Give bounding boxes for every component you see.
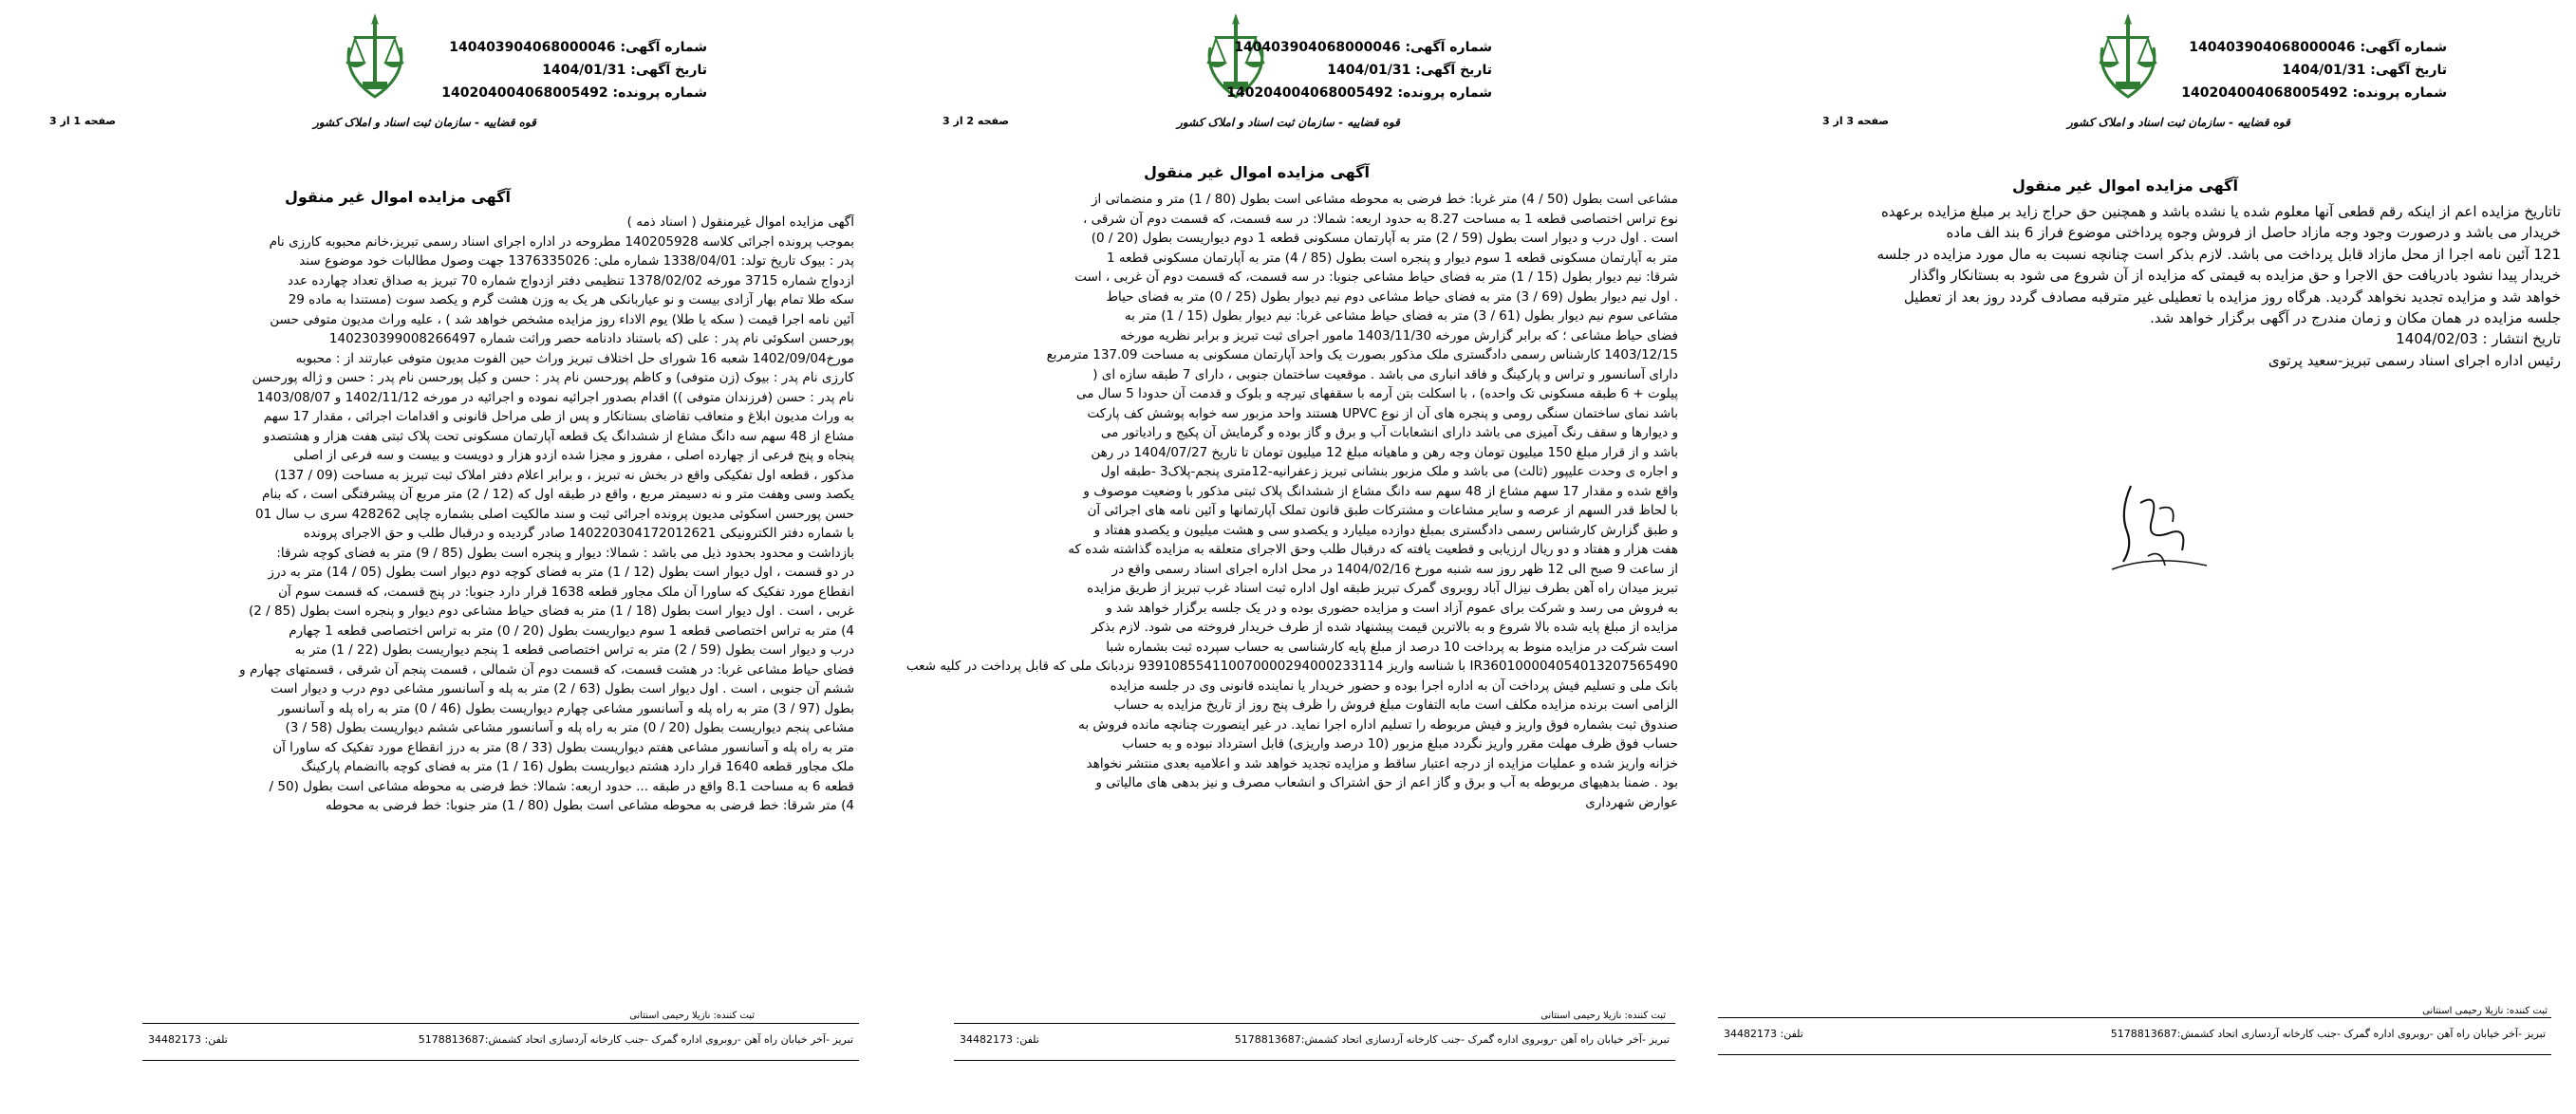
file-number: 140204004068005492 <box>2181 85 2348 101</box>
body-line: IR360100004054013207565490 با شناسه واریز 939108554110070000294000233114 نزدبانک ملی که قابل پرداخت در کلیه شعب <box>905 659 1678 674</box>
body-line: 121 آئین نامه اجرا از محل مازاد قابل پرداخت می باشد. لازم بذکر است چنانچه نسبت به مال مورد مزایده در جلسه <box>1876 245 2561 263</box>
body-line: 1403/12/15 کارشناس رسمی دادگستری ملک مذکور بصورت یک واحد آپارتمان مسکونی به مساحت 137.09 مترمربع <box>1046 347 1678 362</box>
publication-date: تاریخ انتشار : 1404/02/03 <box>2396 330 2561 348</box>
body-line: بود . ضمنا بدهیهای مربوطه به آب و برق و گاز اعم از حق اشتراک و انشعاب مصرف و نیز بدهی های مالیاتی و <box>1095 775 1678 790</box>
body-line: مشاعی است بطول (50 / 4) متر غربا: خط فرضی به محوطه مشاعی است بطول (80 / 1) متر و منضماتی از <box>1092 192 1678 207</box>
body-line: خریدار می باشد و درصورت وجود وجه مازاد حاصل از فروش وجوه پرداختی موضوع فراز 6 بند الف ماده <box>1946 224 2561 242</box>
body-line: خزانه واریز شده و عملیات مزایده از درجه اعتبار ساقط و مزایده تجدید خواهد شد و اعلامیه بعدی منتشر نخواهد <box>1086 755 1678 771</box>
footer-phone: تلفن: 34482173 <box>148 1033 228 1046</box>
body-text <box>867 190 1678 812</box>
registrar-name: ثبت کننده: نازیلا رحیمی اسنتانی <box>1540 1011 1666 1021</box>
body-line: شرقا: نیم دیوار بطول (15 / 1) متر به فضای حیاط مشاعی جنوبا: در سه قسمت، که قسمت دوم آن غربی ، است <box>1074 269 1678 285</box>
ad-meta-block <box>2181 36 2447 104</box>
body-line: است . اول درب و دیوار است بطول (59 / 2) متر به آپارتمان مسکونی قطعه 1 دوم دیواریست بطول (20 / 0) <box>1091 231 1678 246</box>
body-line: بانک ملی و تسلیم فیش پرداخت آن به اداره اجرا بوده و حضور خریدار یا نماینده قانونی وی در جلسه مزایده <box>1110 678 1678 694</box>
body-line: پیلوت + 6 طبقه مسکونی تک واحده) ، با اسکلت بتن آرمه با سقفهای تیرچه و بلوک و قدمت آن حدودا 5 سال می <box>1075 386 1678 401</box>
ad-number-label: شماره آگهی: <box>620 40 707 55</box>
registrar-name: ثبت کننده: نازیلا رحیمی اسنتانی <box>2422 1006 2548 1016</box>
registrar-name: ثبت کننده: نازیلا رحیمی اسنتانی <box>629 1011 755 1021</box>
page-number: صفحه 3 از 3 <box>1822 115 1890 127</box>
body-line: . اول نیم دیوار بطول (69 / 3) متر به فضای حیاط مشاعی دوم نیم دیوار بطول (25 / 0) متر به فضای حیاط <box>1106 288 1678 305</box>
footer-address: تبریز -آخر خیابان راه آهن -روبروی اداره گمرک -جنب کارخانه آردسازی اتحاد کشمش:5178813687 <box>2110 1028 2546 1040</box>
body-line: پنجاه و پنج فرعی از چهارده اصلی ، مفروز و مجزا شده ازدو هزار و دویست و بیست و سه فرعی از اصلی <box>293 448 854 463</box>
ad-date-label: تاریخ آگهی: <box>1415 63 1492 78</box>
ad-date: 1404/01/31 <box>1327 63 1411 78</box>
ad-number: 140403904068000046 <box>1234 40 1401 55</box>
body-line: باشد نمای ساختمان سنگی رومی و پنجره های آن از نوع UPVC هستند واحد مزبور سه خوابه پوشش کف پارکت <box>1087 405 1678 421</box>
page-number: صفحه 1 از 3 <box>49 115 117 127</box>
body-line: ملک مجاور قطعه 1640 قرار دارد هشتم دیواریست بطول (16 / 1) متر به فضای کوچه باانضمام پارکینگ <box>301 759 854 774</box>
page-footer <box>1718 1017 2551 1055</box>
body-line: عوارض شهرداری <box>1585 794 1678 810</box>
body-line: مشاعی پنجم دیواریست بطول (20 / 0) متر به راه پله و آسانسور مشاعی ششم دیواریست بطول (58 / 3) <box>285 720 854 735</box>
body-line: نوع تراس اختصاصی قطعه 1 به مساحت 8.27 به حدود اربعه: شمالا: در سه قسمت، که قسمت دوم آن شرقی ، <box>1082 211 1678 227</box>
body-line: و دیوارها و سقف رنگ آمیزی می باشد دارای انشعابات آب و برق و گاز بوده و گرمایش آن پکیج و رادیاتور می <box>1100 425 1678 440</box>
document-page-1 <box>0 0 859 1114</box>
body-line: به وراث مدیون ابلاغ و متعاقب تقاضای بستانکار و پس از طی مراحل قانونی و اقدامات اجرائی ، مقدار 17 سهم <box>263 409 854 424</box>
handwritten-signature <box>2102 474 2216 583</box>
body-line: جلسه مزایده در همان مکان و زمان مندرج در آگهی برگزار خواهد شد. <box>2150 309 2561 327</box>
page-heading: آگهی مزایده اموال غیر منقول <box>2012 176 2238 195</box>
page-footer <box>954 1023 1675 1061</box>
file-number: 140204004068005492 <box>441 85 608 101</box>
body-line: هفت هزار و هفتاد و دو ریال ارزیابی و قطعیت یافته که درقبال طلب وحق الاجرای متعلقه به مزایده گذاشته شده که <box>1068 542 1678 557</box>
body-line: سکه طلا تمام بهار آزادی بیست و نو عیاربانکی هر یک به وزن هشت گرم و یکصد سوت (مستندا به ماده 29 <box>288 292 854 307</box>
judiciary-emblem-icon <box>2095 9 2161 108</box>
body-line: حسن پورحسن اسکوئی مدیون پرونده اجرائی ثبت و سند مالکیت اصلی بشماره چاپی 428262 سری ب سال 01 <box>255 506 854 522</box>
body-line: پدر : بیوک تاریخ تولد: 1338/04/01 شماره ملی: 1376335026 جهت وصول مطالبات خود موضوع سند <box>299 253 854 269</box>
ad-number-label: شماره آگهی: <box>2360 40 2447 55</box>
body-line: کارزی نام پدر : بیوک (زن متوفی) و کاظم پورحسن نام پدر : حسن و کیل پورحسن نام پدر : حسن و ژاله پورحسن <box>252 370 854 385</box>
organization-name: قوه قضاییه - سازمان ثبت اسناد و املاک کشور <box>2067 116 2290 129</box>
body-line: متر به آپارتمان مسکونی قطعه 1 سوم دیوار و پنجره است بطول (85 / 4) متر به آپارتمان مسکونی قطعه 1 <box>1106 250 1678 266</box>
body-text <box>1739 201 2561 371</box>
body-line: غربی ، است . اول دیوار است بطول (18 / 1) متر به فضای حیاط مشاعی دوم دیوار و پنجره است بطول (85 / 2) <box>249 603 854 619</box>
body-line: نام پدر : حسن (فرزندان متوفی )) اقدام بصدور اجرائیه نموده و اجرائیه در مورخه 1402/11/12 و 1403/08/07 <box>256 389 854 405</box>
body-line: مورخ1402/09/04 شعبه 16 شورای حل اختلاف تبریز وراث حین الفوت مدیون متوفی عبارتند از : محبوبه <box>295 350 854 366</box>
body-line: با لحاظ قدر السهم از عرصه و سایر مشاعات و مشترکات طبق قانون تملک آپارتمانها و آئین نامه های اجرائی آن <box>1087 503 1678 518</box>
body-line: بطول (97 / 3) متر به راه پله و آسانسور مشاعی چهارم دیواریست بطول (46 / 0) متر به راه پله و آسانسور <box>278 700 854 716</box>
page-heading: آگهی مزایده اموال غیر منقول <box>1144 163 1370 181</box>
ad-meta-block <box>1226 36 1492 104</box>
body-line: تبریز میدان راه آهن بطرف نیزال آباد روبروی گمرک تبریز طبقه اول اداره ثبت اسناد غرب تبریز از طریق مزایده <box>1087 581 1678 596</box>
body-line: 4) متر شرقا: خط فرضی به محوطه مشاعی است بطول (80 / 1) متر جنوبا: خط فرضی به محوطه <box>325 798 854 813</box>
body-line: است شرکت در مزایده منوط به پرداخت 10 درصد از مبلغ پایه کارشناسی به حساب سپرده ثبت بشماره شبا <box>1106 639 1678 655</box>
body-line: فضای حیاط مشاعی ؛ که برابر گزارش مورخه 1403/11/30 مامور اجرای ثبت تبریز و برابر نظریه مورخه <box>1120 327 1678 343</box>
footer-phone: تلفن: 34482173 <box>1724 1028 1803 1040</box>
body-line: ازدواج شماره 3715 مورخه 1378/02/02 تنظیمی دفتر ازدواج شماره 70 تبریز به صداق تعداد چهارده عدد <box>287 272 854 288</box>
body-line: از ساعت 9 صبح الی 12 ظهر روز سه شنبه مورخ 1404/02/16 در محل اداره اجرای اسناد رسمی واقع در <box>1111 561 1678 577</box>
body-line: مزایده از مبلغ پایه شده بالا شروع و به بالاترین قیمت پیشنهاد شده از طرف خریدار فروخته می شود. لازم بذکر <box>1091 620 1678 635</box>
footer-address: تبریز -آخر خیابان راه آهن -روبروی اداره گمرک -جنب کارخانه آردسازی اتحاد کشمش:5178813687 <box>418 1033 853 1046</box>
body-line: به فروش می رسد و شرکت برای عموم آزاد است و مزایده حضوری بوده و در یک جلسه برگزار خواهد شد و <box>1106 600 1678 616</box>
organization-name: قوه قضاییه - سازمان ثبت اسناد و املاک کشور <box>1177 116 1400 129</box>
body-line: فضای حیاط مشاعی غربا: در هشت قسمت، که قسمت دوم آن شمالی ، قسمت پنجم آن شرقی ، قسمتهای چهارم و <box>239 661 854 678</box>
body-line: واقع شده و مقدار 17 سهم مشاع از 48 سهم سه دانگ مشاع از ششدانگ پلاک ثبتی مذکور با وضعیت موصوف و <box>1083 483 1678 499</box>
body-text <box>59 213 854 816</box>
body-line: مشاعی سوم نیم دیوار بطول (61 / 3) متر به فضای حیاط مشاعی غربا: نیم دیوار بطول (15 / 1) متر به <box>1124 308 1678 324</box>
file-number-label: شماره پرونده: <box>2352 85 2447 101</box>
page-heading: آگهی مزایده اموال غیر منقول <box>285 188 511 206</box>
body-line: خواهد شد و مزایده تجدید نخواهد گردید. هرگاه روز مزایده با تعطیلی غیر مترقبه مصادف گردد روز بعد از تعطیل <box>1903 288 2561 306</box>
body-line: یکصد وسی وهفت متر و نه دسیمتر مربع ، واقع در طبقه اول که (12 / 2) متر مربع آن پیشرفتگی است ، که بنام <box>262 487 854 502</box>
body-line: آگهی مزایده اموال غیرمنقول ( اسناد ذمه ) <box>626 214 854 230</box>
body-line: 4) متر به تراس اختصاصی قطعه 1 سوم دیواریست بطول (20 / 0) متر به تراس اختصاصی قطعه 1 چهارم <box>289 622 854 639</box>
file-number-label: شماره پرونده: <box>1397 85 1492 101</box>
body-line: قطعه 6 به مساحت 8.1 واقع در طبقه ... حدود اربعه: شمالا: خط فرضی به محوطه مشاعی است بطول (50 / <box>269 778 854 794</box>
body-line: باشد و از قرار مبلغ 150 میلیون تومان وجه رهن و ماهیانه مبلغ 12 میلیون تومان تا تاریخ 1404/07/27 در رهن <box>1091 444 1678 460</box>
judiciary-emblem-icon <box>342 9 408 108</box>
body-line: خریدار پیدا نشود بادریافت حق الاجرا و حق مزایده به قیمتی که مزایده از آن شروع می شود به بستانکار واگذار <box>1910 267 2561 285</box>
body-line: تاتاریخ مزایده اعم از اینکه رقم قطعی آنها معلوم شده یا نشده باشد و همچنین حق حراج زاید بر مبلغ مزایده برعهده <box>1880 203 2561 220</box>
file-number-label: شماره پرونده: <box>612 85 707 101</box>
body-line: و طبق گزارش کارشناس رسمی دادگستری بمبلغ دوازده میلیارد و یکصدو سی و هشت میلیون و یکصدو هفتاد و <box>1093 522 1678 538</box>
body-line: صندوق ثبت بشماره فوق واریز و فیش مربوطه را تسلیم اداره اجرا نماید. در غیر اینصورت چنانچه مانده فروش به <box>1078 716 1678 733</box>
ad-date: 1404/01/31 <box>542 63 626 78</box>
document-page-2 <box>859 0 1718 1114</box>
organization-name: قوه قضاییه - سازمان ثبت اسناد و املاک کشور <box>313 116 536 129</box>
page-number: صفحه 2 از 3 <box>943 115 1010 127</box>
file-number: 140204004068005492 <box>1226 85 1393 101</box>
ad-number-label: شماره آگهی: <box>1405 40 1492 55</box>
body-line: آئین نامه اجرا قیمت ( سکه یا طلا) یوم الاداء روز مزایده مشخص خواهد شد ) ، علیه وراث مدیون متوفی حسن <box>270 311 854 327</box>
footer-phone: تلفن: 34482173 <box>960 1033 1039 1046</box>
ad-number: 140403904068000046 <box>449 40 616 55</box>
body-line: حساب فوق ظرف مهلت مقرر واریز نگردد مبلغ مزبور (10 درصد واریزی) قابل استرداد نبوده و به حساب <box>1122 736 1678 752</box>
ad-date-label: تاریخ آگهی: <box>630 63 707 78</box>
document-page-3 <box>1718 0 2576 1114</box>
body-line: انقطاع مورد تفکیک که ساورا آن ملک مجاور قطعه 1638 قرار دارد جنوبا: در پنج قسمت، که قسمت سوم آن <box>278 584 854 600</box>
body-line: و اجاره ی وحدت علیپور (ثالث) می باشد و ملک مزبور بنشانی تبریز زعفرانیه-12متری پنجم-پلاک3 -طبقه اول <box>1100 464 1678 479</box>
signatory-title: رئیس اداره اجرای اسناد رسمی تبریز-سعید پرتوی <box>2268 351 2561 369</box>
body-line: بموجب پرونده اجرائی کلاسه 140205928 مطروحه در اداره اجرای اسناد رسمی تبریز،خانم محبوبه کارزی نام <box>269 233 854 250</box>
body-line: الزامی است برنده مزایده مکلف است مابه التفاوت مبلغ فروش را ظرف پنج روز از تاریخ مزایده به حساب <box>1113 697 1678 713</box>
ad-date: 1404/01/31 <box>2282 63 2366 78</box>
body-line: با شماره دفتر الکترونیکی 140220304172012621 صادر گردیده و درقبال طلب و حق الاجرای پرونده <box>303 526 854 541</box>
body-line: مشاع از 48 سهم سه دانگ مشاع از ششدانگ یک قطعه آپارتمان مسکونی تحت پلاک ثبتی هفت هزار و هشتصدو <box>263 428 854 444</box>
body-line: در دو قسمت ، اول دیوار است بطول (12 / 1) متر به فضای کوچه دوم دیوار است بطول (05 / 14) متر به درز <box>268 565 854 580</box>
body-line: مذکور ، قطعه اول تفکیکی واقع در بخش نه تبریز ، و برابر اعلام دفتر املاک ثبت تبریز به مساحت (09 / 137) <box>274 467 854 483</box>
body-line: بازداشت و محدود بحدود ذیل می باشد : شمالا: دیوار و پنجره است بطول (85 / 9) متر به فضای کوچه شرقا: <box>276 545 854 561</box>
ad-meta-block <box>441 36 707 104</box>
ad-number: 140403904068000046 <box>2189 40 2356 55</box>
ad-date-label: تاریخ آگهی: <box>2370 63 2447 78</box>
body-line: دارای آسانسور و تراس و پارکینگ و فاقد انباری می باشد . موقعیت ساختمان جنوبی ، دارای 7 طبقه سازه ای ( <box>1092 366 1678 382</box>
footer-address: تبریز -آخر خیابان راه آهن -روبروی اداره گمرک -جنب کارخانه آردسازی اتحاد کشمش:5178813687 <box>1234 1033 1670 1046</box>
page-footer <box>142 1023 859 1061</box>
body-line: متر به راه پله و آسانسور مشاعی هفتم دیواریست بطول (33 / 8) متر به درز انقطاع مورد تفکیک که ساورا آن <box>272 739 854 755</box>
body-line: ششم آن جنوبی ، است . اول دیوار است بطول (63 / 2) متر به پله و آسانسور مشاعی دوم درب و دیوار است <box>271 681 854 696</box>
body-line: درب و دیوار است بطول (59 / 2) متر به تراس اختصاصی قطعه 1 پنجم دیواریست بطول (22 / 1) متر به <box>294 642 854 658</box>
body-line: پورحسن اسکوئی نام پدر : علی (که باستناد دادنامه حصر وراثت شماره 140230399008266497 <box>328 331 854 346</box>
